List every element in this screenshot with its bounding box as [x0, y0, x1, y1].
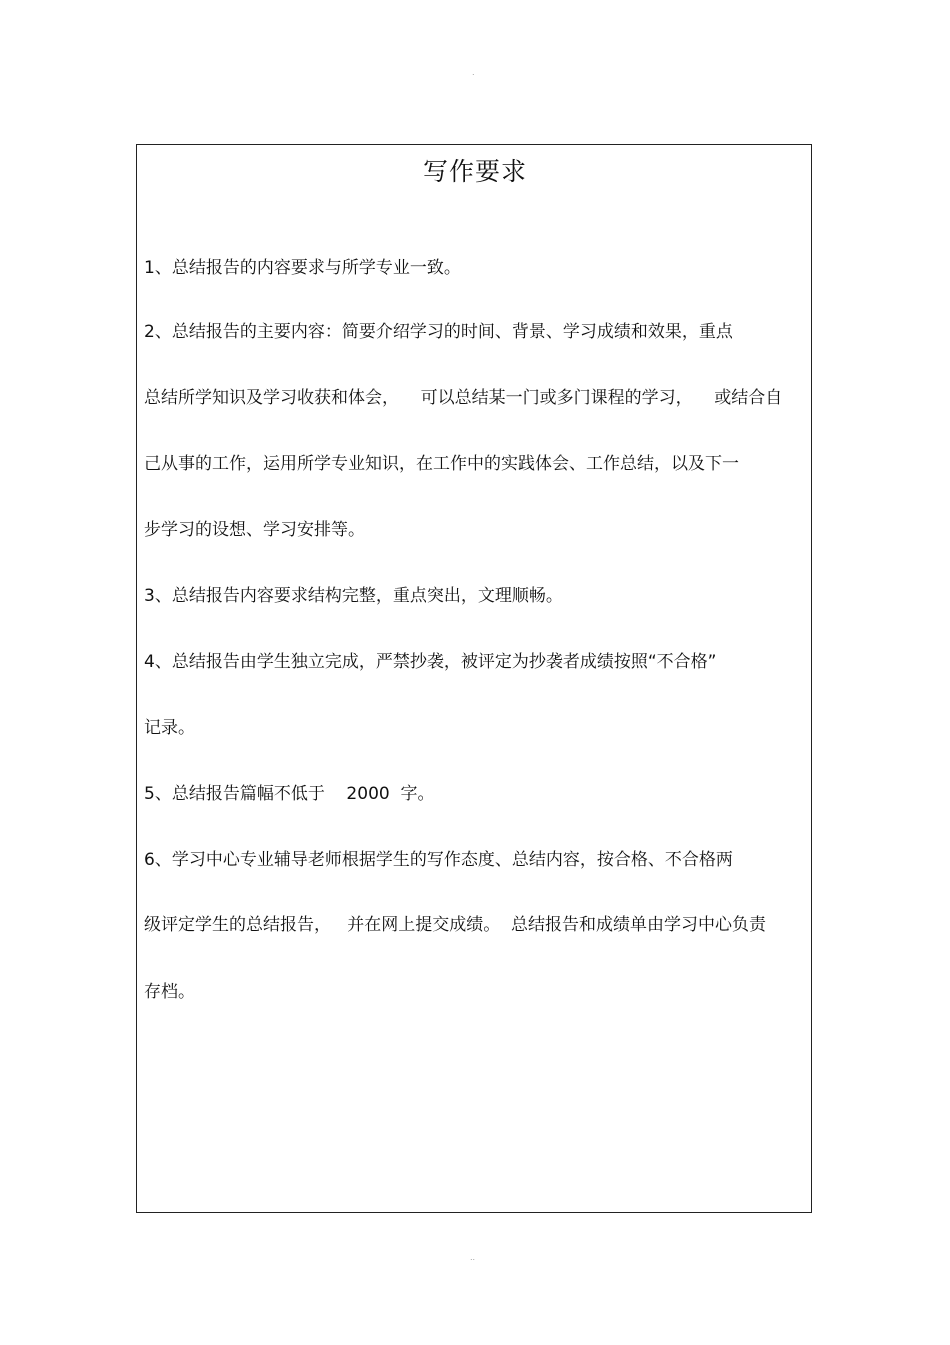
requirement-line: 总结所学知识及学习收获和体会， 可以总结某一门或多门课程的学习， 或结合自	[144, 388, 783, 408]
footer-mark: ..	[470, 1253, 476, 1262]
requirement-line: 6、学习中心专业辅导老师根据学生的写作态度、总结内容，按合格、不合格两	[144, 850, 733, 870]
requirement-line: 步学习的设想、学习安排等。	[144, 520, 365, 540]
requirement-line: 存档。	[144, 982, 195, 1002]
requirement-line: 己从事的工作，运用所学专业知识，在工作中的实践体会、工作总结，以及下一	[144, 454, 739, 474]
requirement-line: 级评定学生的总结报告， 并在网上提交成绩。 总结报告和成绩单由学习中心负责	[144, 915, 767, 935]
requirement-line: 5、总结报告篇幅不低于 2000 字。	[144, 784, 435, 804]
requirement-line: 4、总结报告由学生独立完成，严禁抄袭，被评定为抄袭者成绩按照“不合格”	[144, 652, 717, 672]
requirement-line: 1、总结报告的内容要求与所学专业一致。	[144, 258, 461, 278]
page-title: 写作要求	[422, 157, 527, 186]
requirement-line: 2、总结报告的主要内容：简要介绍学习的时间、背景、学习成绩和效果，重点	[144, 322, 733, 342]
requirement-line: 记录。	[144, 718, 195, 738]
requirements-frame	[136, 144, 812, 1213]
header-mark: .	[472, 68, 475, 77]
requirement-line: 3、总结报告内容要求结构完整，重点突出，文理顺畅。	[144, 586, 563, 606]
